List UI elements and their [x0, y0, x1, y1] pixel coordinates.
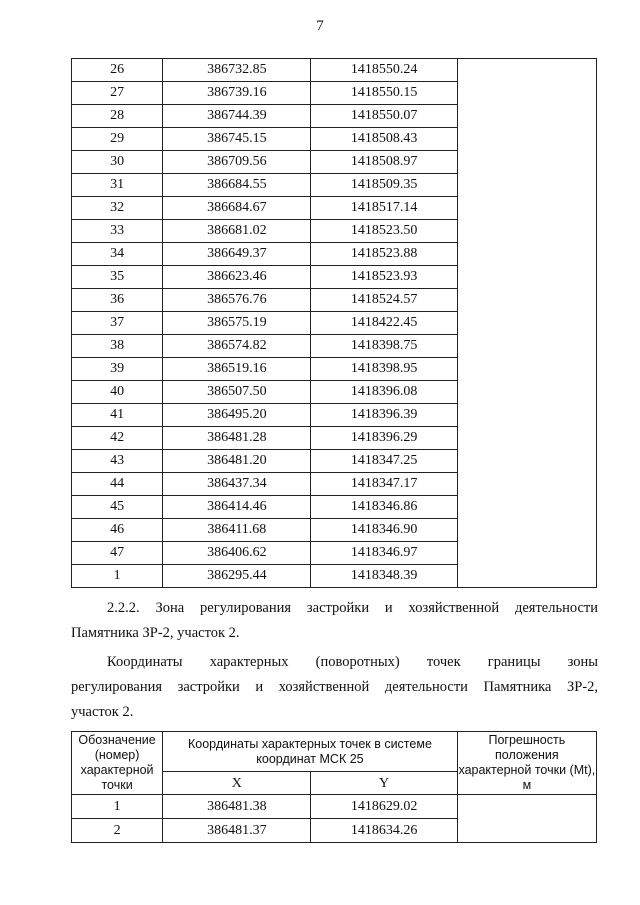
point-number-cell: 38 — [72, 335, 163, 358]
y-coordinate-cell: 1418347.17 — [311, 473, 457, 496]
x-coordinate-cell: 386739.16 — [163, 82, 311, 105]
y-coordinate-cell: 1418346.86 — [311, 496, 457, 519]
section-heading-line-1: 2.2.2. Зона регулирования застройки и хозяйственной деятельности — [107, 600, 598, 616]
point-number-cell: 46 — [72, 519, 163, 542]
point-number-cell: 45 — [72, 496, 163, 519]
x-coordinate-cell: 386507.50 — [163, 381, 311, 404]
intro-line-2: регулирования застройки и хозяйственной деятельности Памятника ЗР-2, — [71, 679, 598, 695]
y-coordinate-cell: 1418508.43 — [311, 128, 457, 151]
point-number-cell: 47 — [72, 542, 163, 565]
coordinates-intro-paragraph — [71, 650, 598, 725]
y-coordinate-cell: 1418396.08 — [311, 381, 457, 404]
y-coordinate-cell: 1418523.88 — [311, 243, 457, 266]
header-y: Y — [311, 772, 457, 795]
x-coordinate-cell: 386576.76 — [163, 289, 311, 312]
header-designation: Обозначение (номер) характерной точки — [72, 732, 163, 795]
point-number-cell: 42 — [72, 427, 163, 450]
y-coordinate-cell: 1418398.75 — [311, 335, 457, 358]
y-coordinate-cell: 1418629.02 — [311, 795, 457, 819]
y-coordinate-cell: 1418517.14 — [311, 197, 457, 220]
point-number-cell: 37 — [72, 312, 163, 335]
y-coordinate-cell: 1418396.29 — [311, 427, 457, 450]
x-coordinate-cell: 386574.82 — [163, 335, 311, 358]
intro-line-1: Координаты характерных (поворотных) точек границы зоны — [107, 654, 598, 670]
x-coordinate-cell: 386481.38 — [163, 795, 311, 819]
point-number-cell: 39 — [72, 358, 163, 381]
header-error: Погрешность положения характерной точки (Mt), м — [457, 732, 596, 795]
x-coordinate-cell: 386684.67 — [163, 197, 311, 220]
coordinates-table-2-body — [72, 795, 597, 843]
y-coordinate-cell: 1418347.25 — [311, 450, 457, 473]
y-coordinate-cell: 1418550.15 — [311, 82, 457, 105]
point-number-cell: 43 — [72, 450, 163, 473]
x-coordinate-cell: 386437.34 — [163, 473, 311, 496]
x-coordinate-cell: 386406.62 — [163, 542, 311, 565]
table-row — [72, 59, 597, 82]
y-coordinate-cell: 1418508.97 — [311, 151, 457, 174]
point-number-cell: 1 — [72, 565, 163, 588]
x-coordinate-cell: 386732.85 — [163, 59, 311, 82]
x-coordinate-cell: 386495.20 — [163, 404, 311, 427]
x-coordinate-cell: 386684.55 — [163, 174, 311, 197]
error-cell — [457, 795, 596, 843]
header-x: X — [163, 772, 311, 795]
y-coordinate-cell: 1418422.45 — [311, 312, 457, 335]
point-number-cell: 44 — [72, 473, 163, 496]
x-coordinate-cell: 386481.28 — [163, 427, 311, 450]
y-coordinate-cell: 1418524.57 — [311, 289, 457, 312]
intro-line-3: участок 2. — [71, 704, 134, 720]
y-coordinate-cell: 1418523.93 — [311, 266, 457, 289]
page-number: 7 — [316, 18, 324, 34]
point-number-cell: 28 — [72, 105, 163, 128]
x-coordinate-cell: 386744.39 — [163, 105, 311, 128]
x-coordinate-cell: 386649.37 — [163, 243, 311, 266]
section-heading-line-2: Памятника ЗР-2, участок 2. — [71, 625, 240, 641]
error-cell — [457, 59, 596, 588]
x-coordinate-cell: 386414.46 — [163, 496, 311, 519]
x-coordinate-cell: 386481.37 — [163, 819, 311, 843]
y-coordinate-cell: 1418348.39 — [311, 565, 457, 588]
point-number-cell: 1 — [72, 795, 163, 819]
point-number-cell: 32 — [72, 197, 163, 220]
point-number-cell: 31 — [72, 174, 163, 197]
y-coordinate-cell: 1418346.97 — [311, 542, 457, 565]
point-number-cell: 26 — [72, 59, 163, 82]
point-number-cell: 30 — [72, 151, 163, 174]
x-coordinate-cell: 386411.68 — [163, 519, 311, 542]
y-coordinate-cell: 1418398.95 — [311, 358, 457, 381]
x-coordinate-cell: 386681.02 — [163, 220, 311, 243]
y-coordinate-cell: 1418550.07 — [311, 105, 457, 128]
point-number-cell: 27 — [72, 82, 163, 105]
coordinates-table-1-body — [72, 59, 597, 588]
point-number-cell: 40 — [72, 381, 163, 404]
point-number-cell: 34 — [72, 243, 163, 266]
x-coordinate-cell: 386295.44 — [163, 565, 311, 588]
y-coordinate-cell: 1418634.26 — [311, 819, 457, 843]
y-coordinate-cell: 1418550.24 — [311, 59, 457, 82]
x-coordinate-cell: 386623.46 — [163, 266, 311, 289]
x-coordinate-cell: 386575.19 — [163, 312, 311, 335]
x-coordinate-cell: 386745.15 — [163, 128, 311, 151]
y-coordinate-cell: 1418509.35 — [311, 174, 457, 197]
point-number-cell: 41 — [72, 404, 163, 427]
x-coordinate-cell: 386481.20 — [163, 450, 311, 473]
y-coordinate-cell: 1418523.50 — [311, 220, 457, 243]
header-coordinates: Координаты характерных точек в системе координат МСК 25 — [163, 732, 458, 772]
section-heading — [71, 596, 598, 646]
y-coordinate-cell: 1418346.90 — [311, 519, 457, 542]
coordinates-table-1 — [71, 58, 597, 588]
coordinates-table-2 — [71, 731, 597, 843]
table-row — [72, 795, 597, 819]
x-coordinate-cell: 386519.16 — [163, 358, 311, 381]
point-number-cell: 2 — [72, 819, 163, 843]
y-coordinate-cell: 1418396.39 — [311, 404, 457, 427]
point-number-cell: 36 — [72, 289, 163, 312]
x-coordinate-cell: 386709.56 — [163, 151, 311, 174]
point-number-cell: 29 — [72, 128, 163, 151]
point-number-cell: 35 — [72, 266, 163, 289]
point-number-cell: 33 — [72, 220, 163, 243]
